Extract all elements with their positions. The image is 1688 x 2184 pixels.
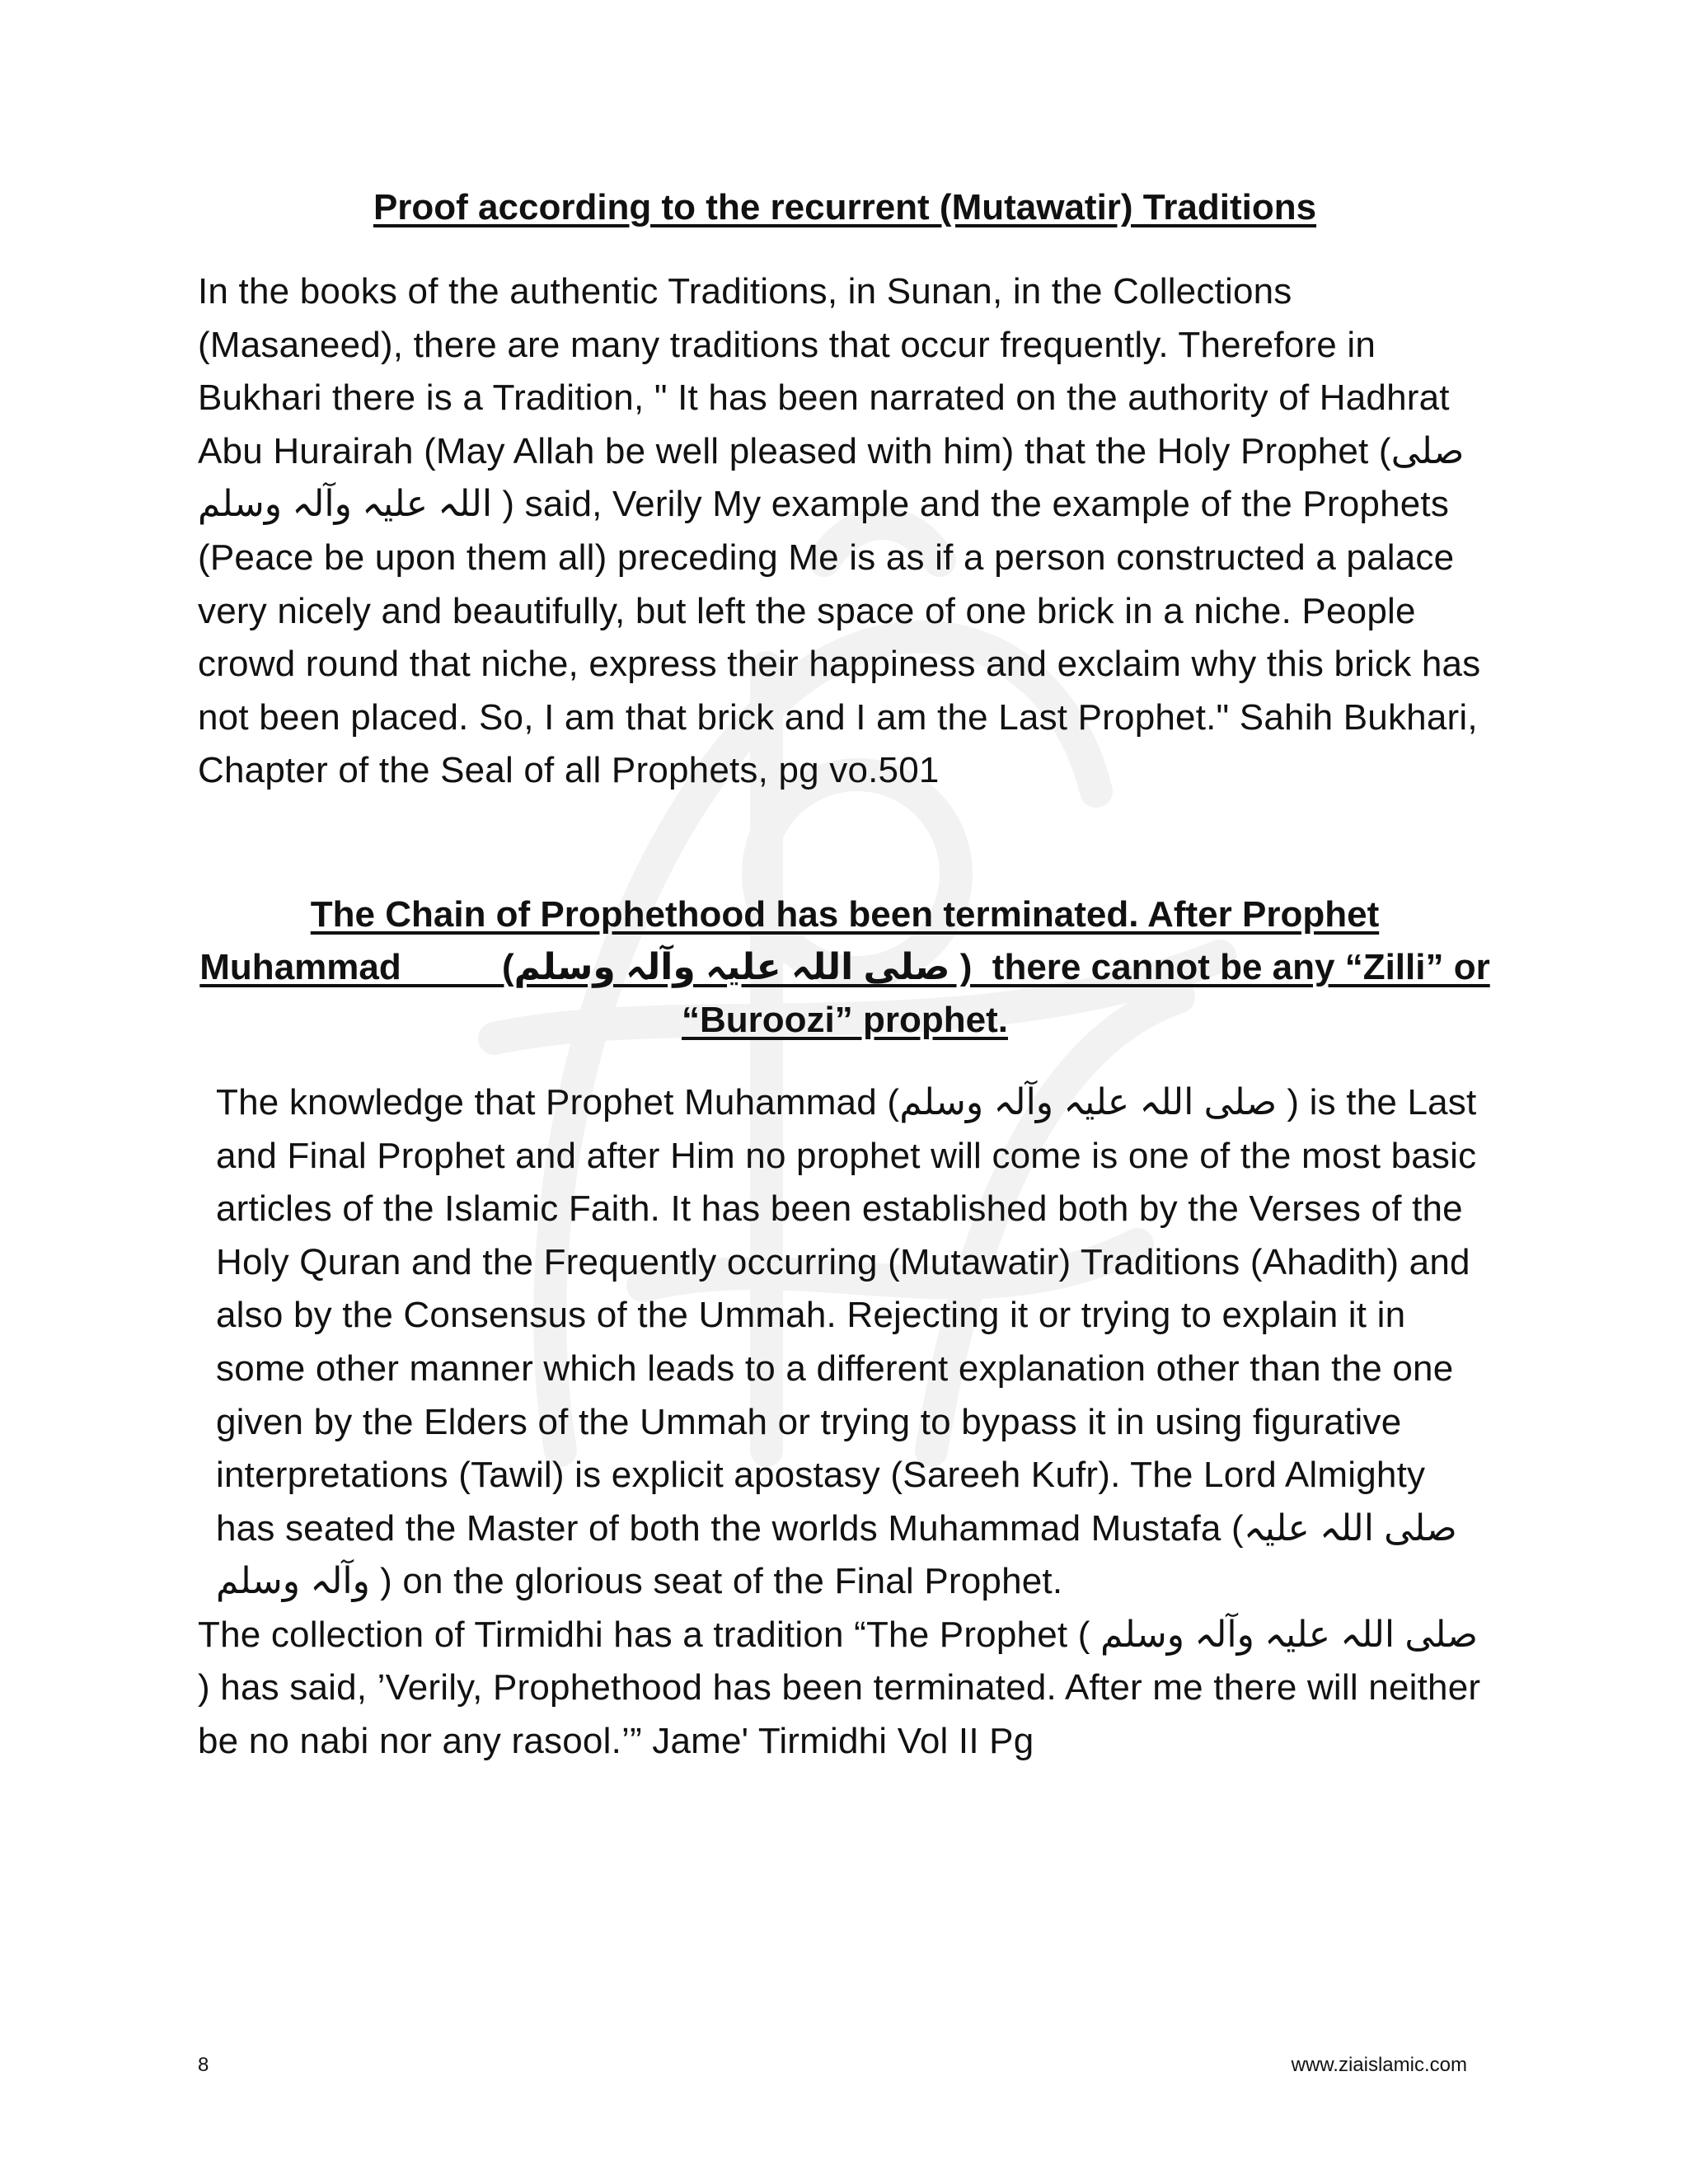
paragraph-tirmidhi-tradition: The collection of Tirmidhi has a tradition “The Prophet ( صلی اللہ علیہ وآلہ وسلم ) has said, ’Verily, Prophethood has been terminated. After me there will neither be no nabi nor any rasool.’” Jame' Tirmidhi Vol II Pg — [198, 1614, 1481, 1762]
page-number: 8 — [198, 2054, 209, 2076]
section-heading-chain-of-prophethood — [198, 888, 1492, 1047]
page-content — [198, 181, 1492, 1769]
heading-line-1: The Chain of Prophethood has been terminated. After Prophet — [310, 893, 1380, 935]
paragraph-final-prophet: The knowledge that Prophet Muhammad (صلی اللہ علیہ وآلہ وسلم ) is the Last and Final Prophet and after Him no prophet will come is one of the most basic articles of the Islamic Faith. It has been established both by the Verses of the Holy Quran and the Frequently occurring (Mutawatir) Traditions (Ahadith) and also by the Consensus of the Ummah. Rejecting it or trying to explain it in some other manner which leads to a different explanation other than the one given by the Elders of the Ummah or trying to bypass it in using figurative interpretations (Tawil) is explicit apostasy (Sareeh Kufr). The Lord Almighty has seated the Master of both the worlds Muhammad Mustafa (صلی اللہ علیہ وآلہ وسلم ) on the glorious seat of the Final Prophet. — [216, 1081, 1477, 1602]
paragraph-bukhari-tradition: In the books of the authentic Traditions, in Sunan, in the Collections (Masaneed), there are many traditions that occur frequently. Therefore in Bukhari there is a Tradition, " It has been narrated on the authority of Hadhrat Abu Hurairah (May Allah be well pleased with him) that the Holy Prophet (صلی اللہ علیہ وآلہ وسلم ) said, Verily My example and the example of the Prophets (Peace be upon them all) preceding Me is as if a person constructed a palace very nicely and beautifully, but left the space of one brick in a niche. People crowd round that niche, express their happiness and exclaim why this brick has not been placed. So, I am that brick and I am the Last Prophet." Sahih Bukhari, Chapter of the Seal of all Prophets, pg vo.501 — [198, 271, 1481, 791]
website-url: www.ziaislamic.com — [1291, 2054, 1467, 2076]
section-heading-mutawatir: Proof according to the recurrent (Mutawatir) Traditions — [373, 187, 1317, 227]
heading-line-2: Muhammad (صلی اللہ علیہ وآلہ وسلم ) there cannot be any “Zilli” or — [199, 946, 1490, 987]
heading-line-3: “Buroozi” prophet. — [682, 999, 1008, 1040]
